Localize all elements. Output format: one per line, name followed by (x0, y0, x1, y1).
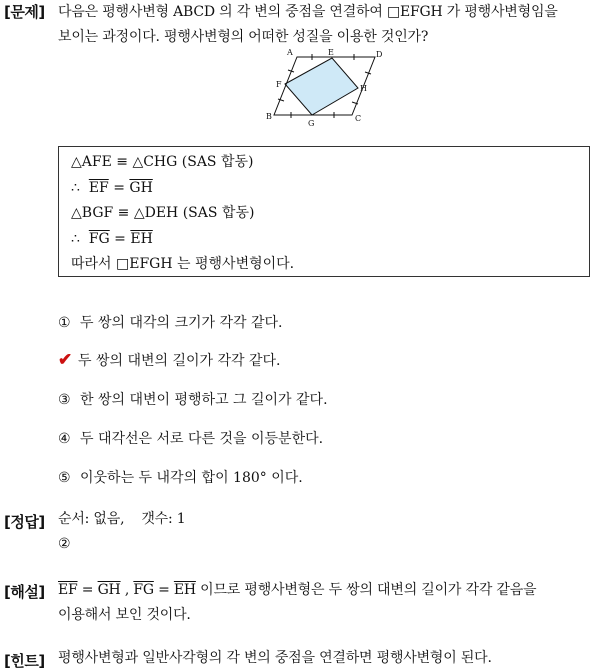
proof-line-5: 따라서 □EFGH 는 평행사변형이다. (71, 256, 295, 272)
segment-gh: $\overline{GH}$ (129, 179, 153, 196)
question-text (58, 0, 586, 50)
therefore-symbol: ∴ (71, 179, 89, 196)
label-e: E (328, 48, 334, 57)
label-c: C (355, 114, 362, 123)
choice-2[interactable] (58, 350, 281, 370)
label-b: B (266, 112, 272, 121)
question-tag: [문제] (4, 3, 45, 21)
therefore-symbol: ∴ (71, 230, 89, 247)
equals-sign: = (77, 582, 98, 598)
label-f: F (276, 80, 282, 89)
efgh-quadrilateral (285, 58, 358, 115)
checkmark-icon: ✔ (58, 350, 73, 370)
choice-number: ① (58, 315, 71, 331)
choice-text: 한 쌍의 대변이 평행하고 그 길이가 같다. (80, 392, 328, 408)
segment-ef: $\overline{EF}$ (88, 179, 109, 196)
question-line-2: 보이는 과정이다. 평행사변형의 어떠한 성질을 이용한 것인가? (58, 29, 429, 45)
label-g: G (308, 119, 315, 128)
hint-tag: [힌트] (4, 652, 45, 670)
segment-gh: $\overline{GH}$ (97, 582, 121, 598)
parallelogram-diagram (266, 48, 386, 128)
segment-fg: $\overline{FG}$ (133, 582, 154, 598)
label-h: H (360, 84, 367, 93)
choice-number: ⑤ (58, 470, 71, 486)
label-a: A (287, 48, 293, 57)
proof-line-4 (71, 227, 589, 253)
answer-line-2: ② (58, 536, 71, 552)
choice-1[interactable] (58, 312, 283, 332)
segment-fg: $\overline{FG}$ (88, 230, 110, 247)
equals-sign: = (108, 179, 130, 196)
choice-text: 두 대각선은 서로 다른 것을 이등분한다. (80, 431, 324, 447)
proof-line-3: △BGF ≡ △DEH (SAS 합동) (71, 205, 255, 221)
choice-3[interactable] (58, 389, 328, 409)
question-line-1: 다음은 평행사변형 ABCD 의 각 변의 중점을 연결하여 □EFGH 가 평행사변형임을 (58, 4, 558, 20)
label-d: D (376, 50, 383, 59)
separator: , (120, 582, 134, 598)
choice-text: 두 쌍의 대각의 크기가 각각 같다. (80, 315, 283, 331)
explanation-text (58, 578, 586, 628)
choice-number: ③ (58, 392, 71, 408)
explanation-rest: 이므로 평행사변형은 두 쌍의 대변의 길이가 각각 같음을 (195, 582, 537, 598)
hint-text: 평행사변형과 일반사각형의 각 변의 중점을 연결하면 평행사변형이 된다. (58, 650, 492, 666)
segment-ef: $\overline{EF}$ (58, 582, 78, 598)
explanation-line-1 (58, 578, 586, 603)
explanation-tag: [해설] (4, 583, 45, 601)
answer-text (58, 507, 586, 557)
choice-number: ④ (58, 431, 71, 447)
segment-eh: $\overline{EH}$ (130, 230, 153, 247)
proof-box (58, 146, 590, 277)
choice-4[interactable] (58, 428, 323, 448)
proof-line-2 (71, 176, 589, 202)
segment-eh: $\overline{EH}$ (173, 582, 196, 598)
explanation-line-2: 이용해서 보인 것이다. (58, 607, 191, 623)
answer-line-1: 순서: 없음, 갯수: 1 (58, 511, 186, 527)
equals-sign: = (109, 230, 131, 247)
answer-tag: [정답] (4, 513, 45, 531)
choice-text: 이웃하는 두 내각의 합이 180° 이다. (80, 470, 303, 486)
proof-line-1: △AFE ≡ △CHG (SAS 합동) (71, 154, 254, 170)
equals-sign: = (153, 582, 174, 598)
choice-text: 두 쌍의 대변의 길이가 각각 같다. (78, 353, 281, 369)
choice-5[interactable] (58, 467, 303, 487)
